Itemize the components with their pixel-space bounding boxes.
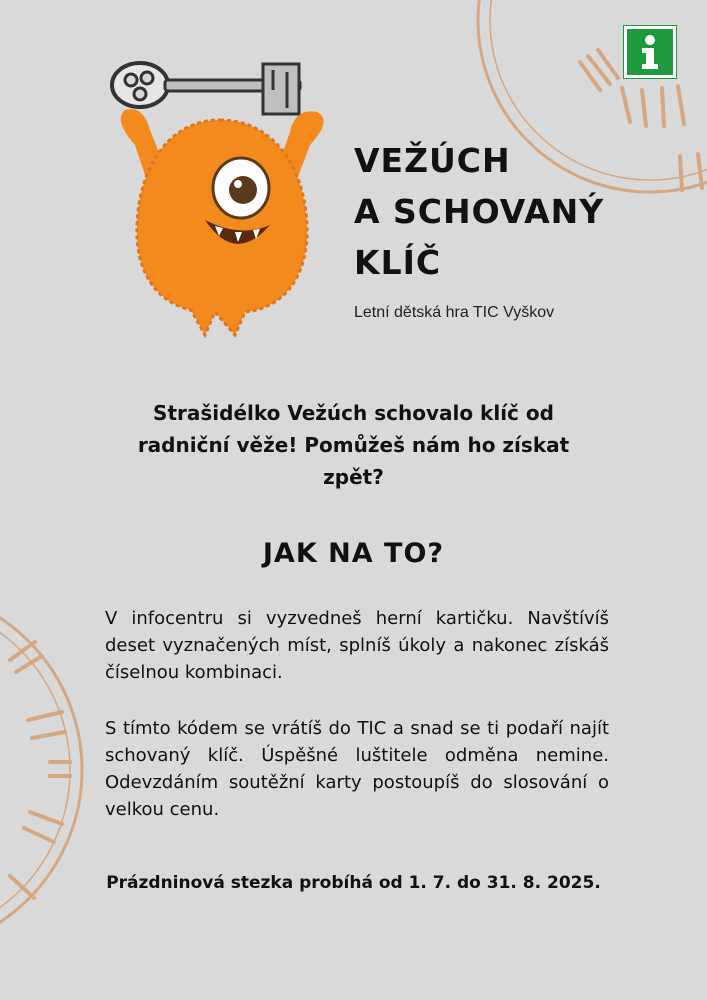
info-glyph-icon	[627, 29, 673, 75]
page-title	[354, 135, 684, 288]
info-icon	[624, 26, 676, 78]
subtitle: Letní dětská hra TIC Vyškov	[354, 304, 555, 321]
monster-illustration	[95, 50, 345, 340]
clock-face-decoration-bottom-left	[0, 580, 90, 960]
instructions-paragraph-2: S tímto kódem se vrátíš do TIC a snad se ti podaří najít schovaný klíč. Úspěšné luštitele odměna nemine. Odevzdáním soutěžní karty postoupíš do slosování o velkou cenu.	[105, 718, 609, 820]
title-line-1: VEŽÚCH	[354, 141, 511, 180]
date-footer: Prázdninová stezka probíhá od 1. 7. do 31. 8. 2025.	[106, 873, 601, 893]
intro-text: Strašidélko Vežúch schovalo klíč od radniční věže! Pomůžeš nám ho získat zpět?	[137, 401, 570, 489]
key-illustration	[112, 63, 300, 114]
title-line-2: A SCHOVANÝ	[354, 192, 605, 231]
title-line-3: KLÍČ	[354, 243, 442, 282]
instructions-paragraph-1: V infocentru si vyzvedneš herní kartičku. Navštívíš deset vyznačených míst, splníš úkoly a nakonec získáš číselnou kombinaci.	[105, 608, 609, 683]
howto-heading: JAK NA TO?	[262, 538, 445, 569]
